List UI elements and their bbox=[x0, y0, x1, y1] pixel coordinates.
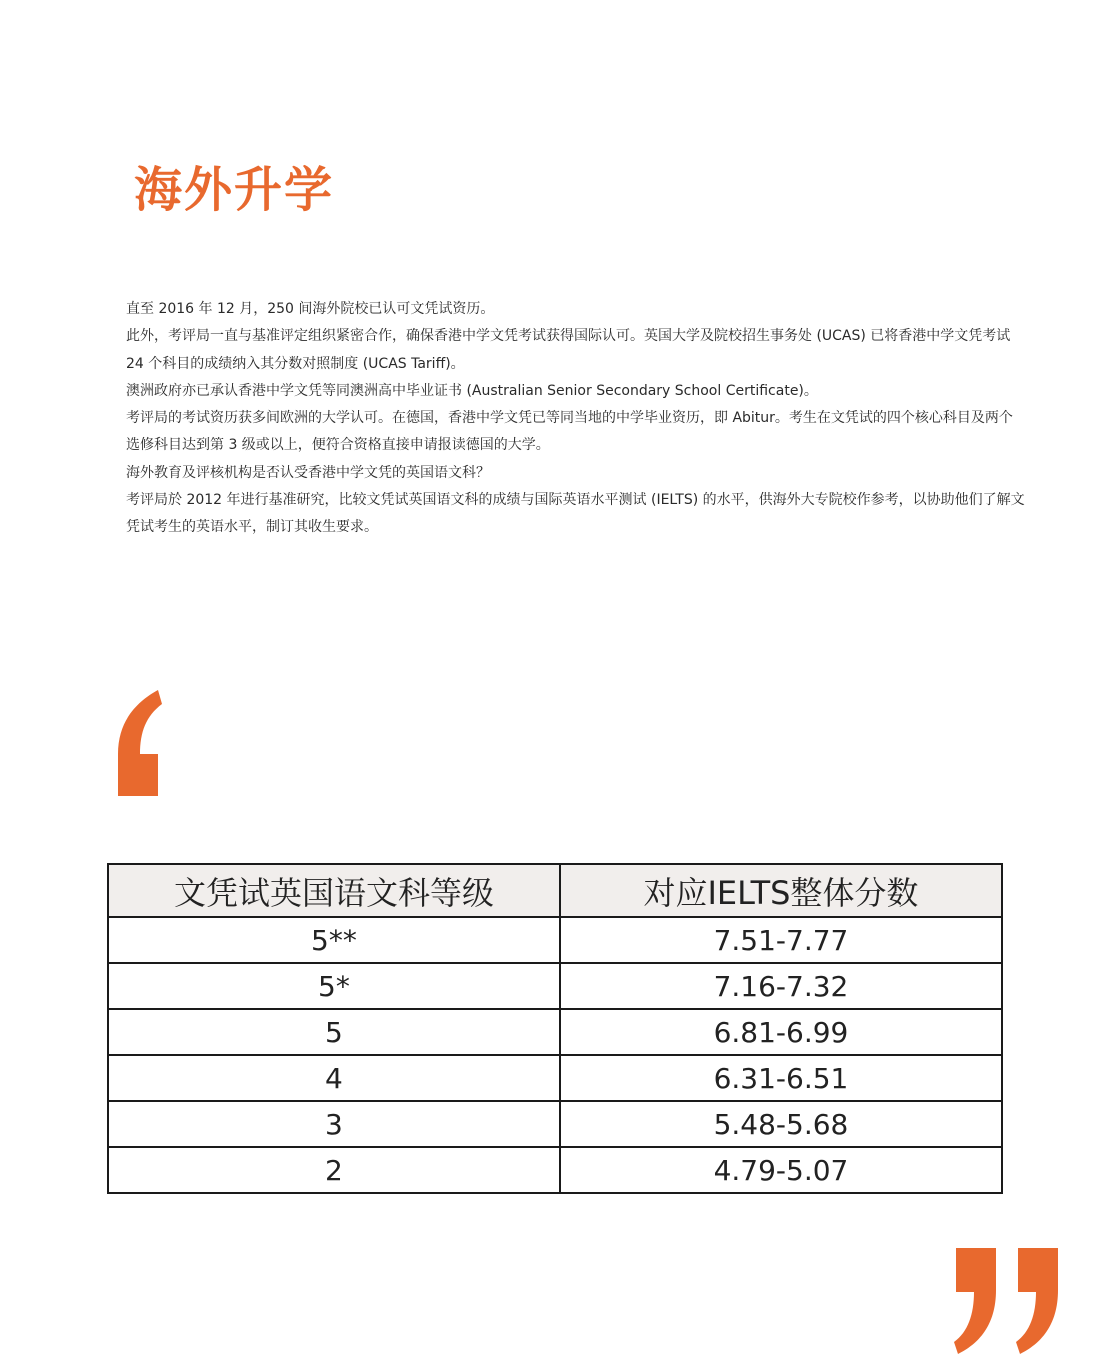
paragraph-recognition-count: 直至 2016 年 12 月，250 间海外院校已认可文凭试资历。 bbox=[126, 301, 495, 317]
dse-grade-cell: 5* bbox=[108, 963, 560, 1009]
table-row bbox=[108, 1009, 1002, 1055]
dse-grade-cell: 3 bbox=[108, 1101, 560, 1147]
header-ielts-score: 对应IELTS整体分数 bbox=[560, 864, 1002, 917]
dse-ielts-table bbox=[107, 863, 1003, 1194]
ielts-score-cell: 5.48-5.68 bbox=[560, 1101, 1002, 1147]
header-dse-grade: 文凭试英国语文科等级 bbox=[108, 864, 560, 917]
ielts-score-cell: 6.31-6.51 bbox=[560, 1055, 1002, 1101]
dse-grade-cell: 5** bbox=[108, 917, 560, 963]
table-row bbox=[108, 917, 1002, 963]
open-quote-icon bbox=[116, 690, 162, 798]
paragraph-ielts-study: 考评局於 2012 年进行基准研究，比较文凭试英国语文科的成绩与国际英语水平测试 (IELTS) 的水平，供海外大专院校作参考，以协助他们了解文凭试考生的英语水平，制订其收生要求。 bbox=[126, 492, 1025, 536]
dse-grade-cell: 2 bbox=[108, 1147, 560, 1193]
paragraph-germany: 考评局的考试资历获多间欧洲的大学认可。在德国，香港中学文凭已等同当地的中学毕业资历，即 Abitur。考生在文凭试的四个核心科目及两个选修科目达到第 3 级或以上，便符合资格直接申请报读德国的大学。 bbox=[126, 410, 1013, 454]
close-quote-icon bbox=[952, 1246, 1062, 1354]
table-row bbox=[108, 1101, 1002, 1147]
paragraph-australia: 澳洲政府亦已承认香港中学文凭等同澳洲高中毕业证书 (Australian Senior Secondary School Certificate)。 bbox=[126, 382, 818, 399]
paragraph-question: 海外教育及评核机构是否认受香港中学文凭的英国语文科？ bbox=[126, 464, 490, 481]
table-row bbox=[108, 1147, 1002, 1193]
ielts-score-cell: 6.81-6.99 bbox=[560, 1009, 1002, 1055]
table-row bbox=[108, 1055, 1002, 1101]
ielts-score-cell: 7.16-7.32 bbox=[560, 963, 1002, 1009]
dse-grade-cell: 5 bbox=[108, 1009, 560, 1055]
table-row bbox=[108, 963, 1002, 1009]
table-header-row bbox=[108, 864, 1002, 917]
dse-grade-cell: 4 bbox=[108, 1055, 560, 1101]
body-text bbox=[126, 296, 1026, 542]
page-title: 海外升学 bbox=[134, 162, 335, 218]
ielts-score-cell: 7.51-7.77 bbox=[560, 917, 1002, 963]
paragraph-ucas: 此外，考评局一直与基准评定组织紧密合作，确保香港中学文凭考试获得国际认可。英国大学及院校招生事务处 (UCAS) 已将香港中学文凭考试 24 个科目的成绩纳入其分数对照制度 (UCAS Tariff)。 bbox=[126, 328, 1011, 372]
ielts-score-cell: 4.79-5.07 bbox=[560, 1147, 1002, 1193]
